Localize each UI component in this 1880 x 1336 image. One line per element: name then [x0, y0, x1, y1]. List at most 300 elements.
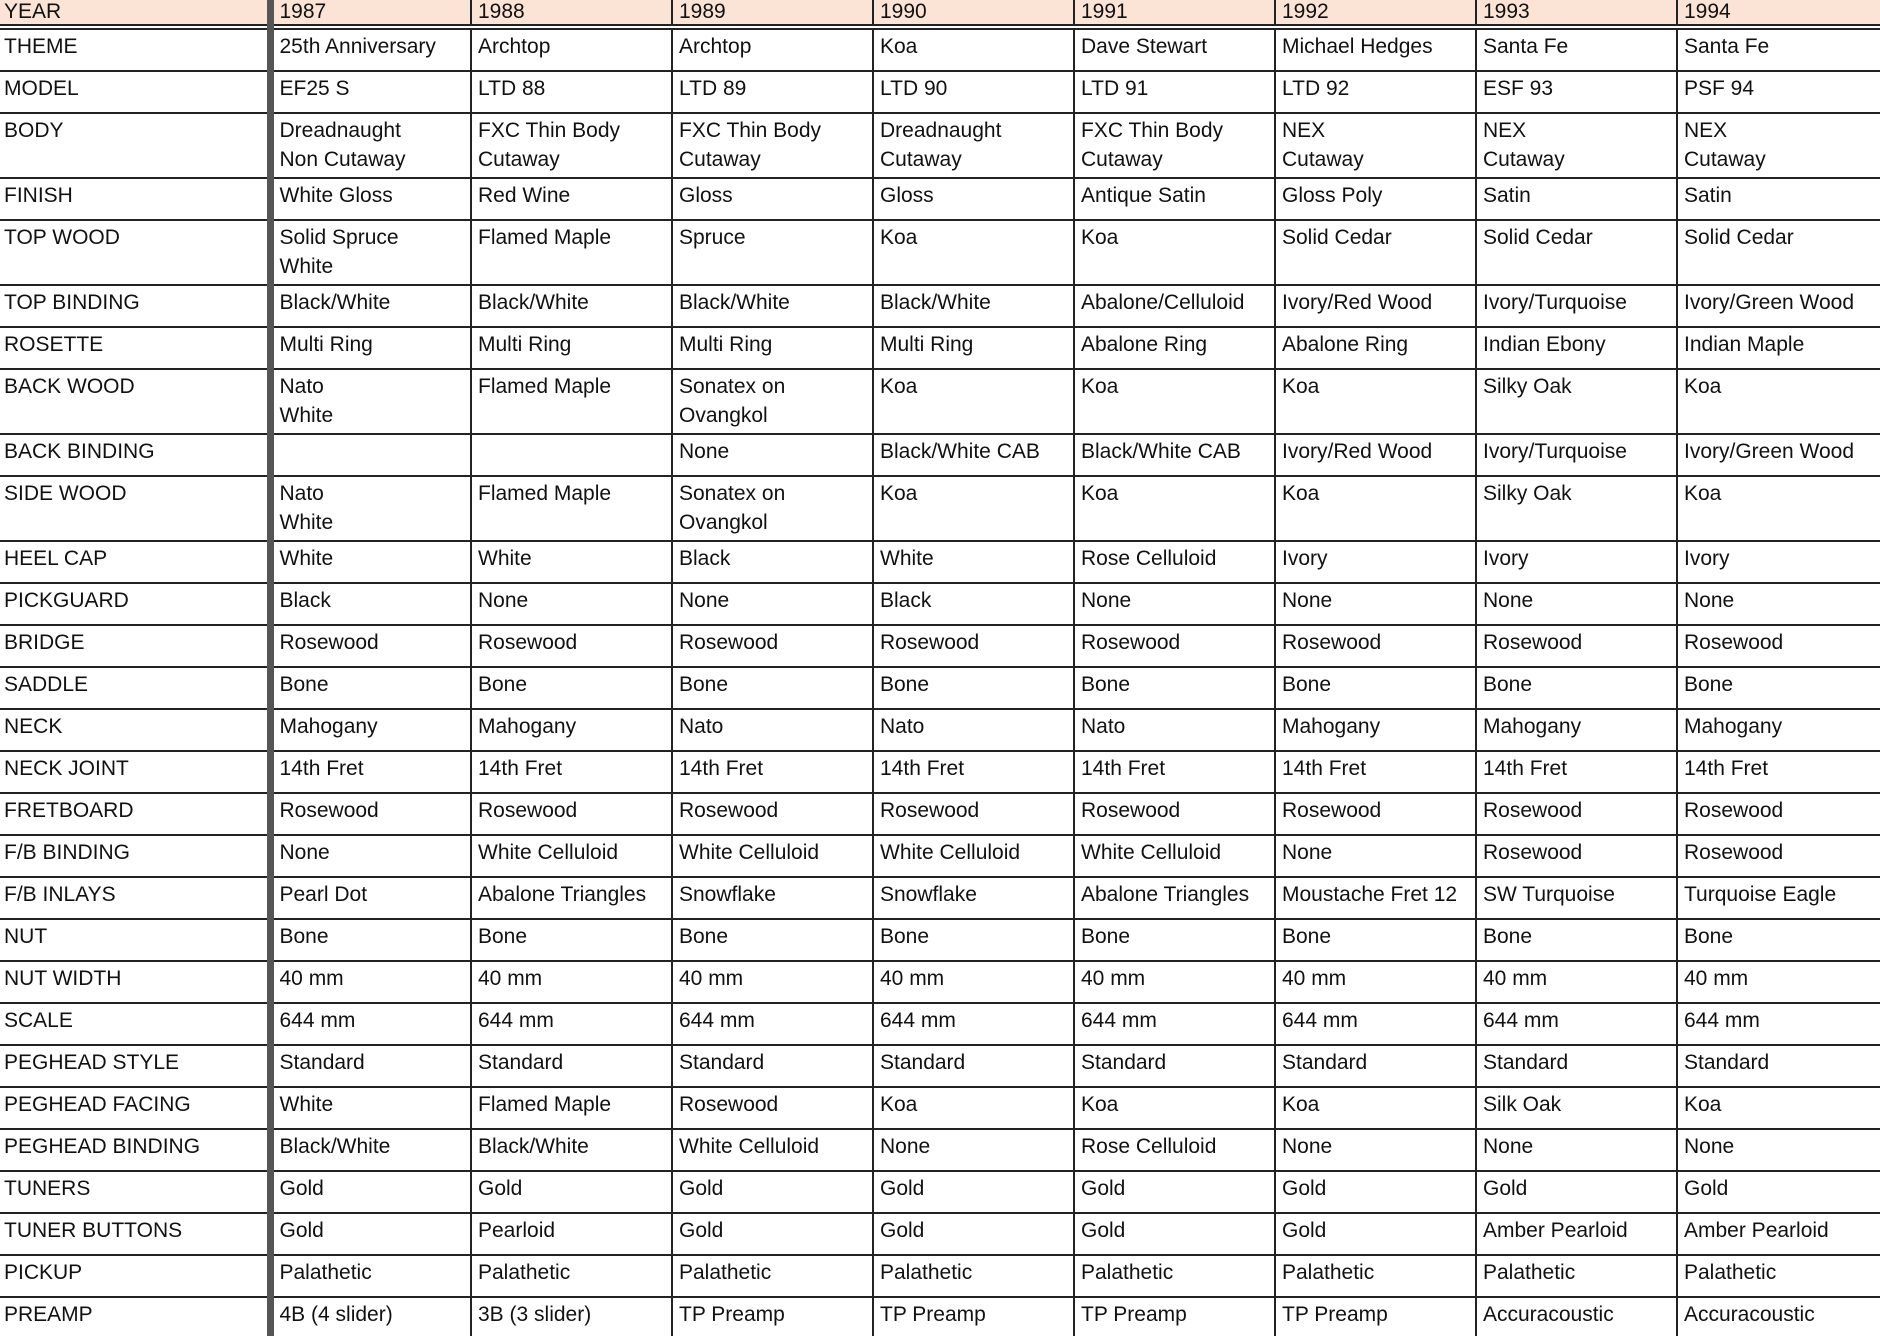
table-cell: [471, 476, 672, 541]
cell-text: Nato: [279, 482, 324, 505]
cell-text: Standard: [1081, 1051, 1167, 1074]
table-cell: [873, 1129, 1074, 1171]
cell-text: Gold: [1684, 1177, 1729, 1200]
cell-text: None: [1282, 589, 1333, 612]
row-label: TOP BINDING: [0, 285, 270, 327]
cell-text: Rosewood: [478, 799, 578, 822]
table-cell: [1275, 625, 1476, 667]
table-cell: [1476, 285, 1677, 327]
table-cell: [270, 369, 471, 434]
table-cell: [1074, 961, 1275, 1003]
cell-text: Gold: [478, 1177, 523, 1200]
table-cell: [471, 835, 672, 877]
row-label: PEGHEAD BINDING: [0, 1129, 270, 1171]
table-cell: [471, 1045, 672, 1087]
table-cell: [1275, 1255, 1476, 1297]
table-cell: [270, 1045, 471, 1087]
cell-text: Multi Ring: [679, 333, 773, 356]
table-cell: [1074, 1003, 1275, 1045]
table-cell: [1677, 835, 1880, 877]
row-label: NUT: [0, 919, 270, 961]
cell-text: White: [880, 547, 934, 570]
row-label: HEEL CAP: [0, 541, 270, 583]
table-cell: [1074, 71, 1275, 113]
table-cell: [471, 327, 672, 369]
cell-text: Nato: [880, 715, 925, 738]
cell-text: White: [279, 255, 334, 278]
table-cell: [1677, 1003, 1880, 1045]
cell-text: Palathetic: [279, 1261, 372, 1284]
cell-text: 40 mm: [478, 967, 543, 990]
table-cell: [1275, 369, 1476, 434]
cell-text: Gloss: [679, 184, 733, 207]
cell-text: Multi Ring: [279, 333, 373, 356]
table-cell: [1677, 961, 1880, 1003]
cell-text: White Celluloid: [880, 841, 1021, 864]
table-cell: [1476, 667, 1677, 709]
table-cell: [270, 113, 471, 178]
cell-text: Ivory/Turquoise: [1483, 291, 1627, 314]
cell-text: Sonatex on: [679, 482, 786, 505]
table-cell: [471, 961, 672, 1003]
cell-text: Rosewood: [880, 799, 980, 822]
cell-text: Santa Fe: [1483, 35, 1569, 58]
cell-text: 40 mm: [279, 967, 344, 990]
table-cell: [270, 709, 471, 751]
cell-text: None: [1483, 589, 1534, 612]
table-cell: [873, 877, 1074, 919]
row-label: BACK BINDING: [0, 434, 270, 476]
table-cell: [1275, 113, 1476, 178]
table-cell: [1476, 27, 1677, 71]
table-cell: [1677, 625, 1880, 667]
table-cell: [1275, 919, 1476, 961]
table-cell: [1074, 1087, 1275, 1129]
cell-text: Bone: [1081, 925, 1131, 948]
table-row: [0, 434, 1880, 476]
cell-text: Black: [679, 547, 731, 570]
cell-text: Gloss Poly: [1282, 184, 1383, 207]
table-cell: [1275, 751, 1476, 793]
cell-text: Solid Cedar: [1282, 226, 1392, 249]
table-cell: [1677, 709, 1880, 751]
table-cell: [672, 113, 873, 178]
cell-text: 40 mm: [1684, 967, 1749, 990]
table-cell: [1677, 751, 1880, 793]
table-cell: [471, 751, 672, 793]
table-cell: [270, 476, 471, 541]
cell-text: Ivory: [1282, 547, 1328, 570]
cell-text: NEX: [1282, 119, 1326, 142]
table-cell: [1476, 113, 1677, 178]
cell-text: Bone: [1483, 673, 1533, 696]
table-cell: [1476, 793, 1677, 835]
header-label-year: YEAR: [0, 0, 270, 27]
cell-text: Accuracoustic: [1684, 1303, 1815, 1326]
header-year-cell: 1990: [873, 0, 1074, 27]
cell-text: Antique Satin: [1081, 184, 1206, 207]
cell-text: White: [478, 547, 532, 570]
table-cell: [270, 327, 471, 369]
cell-text: Rosewood: [1483, 799, 1583, 822]
cell-text: Koa: [1282, 375, 1320, 398]
cell-text: Abalone Ring: [1081, 333, 1208, 356]
table-cell: [1275, 709, 1476, 751]
cell-text: Ivory/Green Wood: [1684, 440, 1855, 463]
header-year-cell: 1991: [1074, 0, 1275, 27]
cell-text: White Celluloid: [679, 1135, 820, 1158]
table-cell: [1074, 434, 1275, 476]
table-row: [0, 625, 1880, 667]
table-cell: [672, 709, 873, 751]
table-cell: [873, 369, 1074, 434]
cell-text: Standard: [279, 1051, 365, 1074]
table-cell: [873, 961, 1074, 1003]
table-cell: [1677, 369, 1880, 434]
table-row: [0, 1297, 1880, 1336]
table-cell: [1677, 113, 1880, 178]
table-cell: [1275, 1045, 1476, 1087]
cell-text: Silky Oak: [1483, 482, 1572, 505]
table-cell: [1476, 961, 1677, 1003]
cell-text: Koa: [880, 226, 918, 249]
table-cell: [1074, 1213, 1275, 1255]
cell-text: Rosewood: [1483, 841, 1583, 864]
row-label: THEME: [0, 27, 270, 71]
table-cell: [471, 1297, 672, 1336]
table-cell: [270, 835, 471, 877]
cell-text: Mahogany: [478, 715, 577, 738]
row-label: SIDE WOOD: [0, 476, 270, 541]
table-cell: [471, 71, 672, 113]
cell-text: Cutaway: [1684, 148, 1766, 171]
cell-text: Amber Pearloid: [1483, 1219, 1628, 1242]
cell-text: Rosewood: [1684, 631, 1784, 654]
table-cell: [471, 1171, 672, 1213]
table-row: [0, 220, 1880, 285]
table-cell: [1275, 1087, 1476, 1129]
table-cell: [873, 1255, 1074, 1297]
table-cell: [1074, 1045, 1275, 1087]
table-cell: [1275, 583, 1476, 625]
table-cell: [270, 583, 471, 625]
row-label: TUNERS: [0, 1171, 270, 1213]
table-cell: [1677, 583, 1880, 625]
header-year-cell: 1987: [270, 0, 471, 27]
cell-text: Dreadnaught: [880, 119, 1002, 142]
table-cell: [1677, 1171, 1880, 1213]
cell-text: Black/White: [279, 291, 391, 314]
cell-text: 40 mm: [1282, 967, 1347, 990]
table-cell: [471, 1129, 672, 1171]
cell-text: Ivory/Red Wood: [1282, 291, 1433, 314]
cell-text: Satin: [1684, 184, 1732, 207]
cell-text: Gold: [880, 1177, 925, 1200]
table-cell: [270, 1087, 471, 1129]
table-cell: [270, 178, 471, 220]
table-cell: [1275, 793, 1476, 835]
table-cell: [1476, 1003, 1677, 1045]
table-cell: [1275, 1003, 1476, 1045]
cell-text: Standard: [679, 1051, 765, 1074]
cell-text: Flamed Maple: [478, 482, 612, 505]
table-cell: [1677, 919, 1880, 961]
cell-text: Abalone Triangles: [1081, 883, 1250, 906]
table-cell: [873, 476, 1074, 541]
cell-text: Cutaway: [1483, 148, 1565, 171]
row-label: FINISH: [0, 178, 270, 220]
table-cell: [1074, 1255, 1275, 1297]
table-cell: [270, 220, 471, 285]
cell-text: Black/White CAB: [1081, 440, 1241, 463]
header-year-cell: 1994: [1677, 0, 1880, 27]
table-cell: [672, 625, 873, 667]
cell-text: Michael Hedges: [1282, 35, 1433, 58]
table-cell: [1275, 476, 1476, 541]
table-cell: [1074, 1297, 1275, 1336]
cell-text: Cutaway: [679, 148, 761, 171]
table-cell: [873, 793, 1074, 835]
row-label: ROSETTE: [0, 327, 270, 369]
cell-text: Koa: [1684, 375, 1722, 398]
table-row: [0, 835, 1880, 877]
table-cell: [873, 178, 1074, 220]
cell-text: Rosewood: [1081, 799, 1181, 822]
table-cell: [873, 1171, 1074, 1213]
cell-text: Flamed Maple: [478, 375, 612, 398]
cell-text: 14th Fret: [1282, 757, 1367, 780]
cell-text: Black/White: [880, 291, 991, 314]
table-cell: [1275, 667, 1476, 709]
table-cell: [672, 327, 873, 369]
table-row: [0, 369, 1880, 434]
cell-text: Red Wine: [478, 184, 571, 207]
table-cell: [1677, 667, 1880, 709]
cell-text: Bone: [1282, 673, 1332, 696]
table-cell: [1275, 220, 1476, 285]
cell-text: Bone: [478, 673, 528, 696]
table-row: [0, 285, 1880, 327]
cell-text: Rosewood: [880, 631, 980, 654]
table-cell: [672, 1087, 873, 1129]
table-cell: [471, 1087, 672, 1129]
table-row: [0, 1171, 1880, 1213]
cell-text: Rosewood: [1282, 631, 1382, 654]
table-cell: [270, 1003, 471, 1045]
cell-text: Palathetic: [880, 1261, 973, 1284]
cell-text: FXC Thin Body: [679, 119, 822, 142]
cell-text: Ivory/Red Wood: [1282, 440, 1433, 463]
header-year-cell: 1988: [471, 0, 672, 27]
table-cell: [1275, 541, 1476, 583]
table-cell: [270, 1129, 471, 1171]
cell-text: None: [1684, 1135, 1735, 1158]
table-cell: [873, 71, 1074, 113]
table-cell: [1275, 877, 1476, 919]
cell-text: Ivory: [1483, 547, 1529, 570]
cell-text: 40 mm: [1483, 967, 1548, 990]
table-row: [0, 667, 1880, 709]
table-row: [0, 1255, 1880, 1297]
cell-text: Palathetic: [1483, 1261, 1576, 1284]
cell-text: None: [279, 841, 330, 864]
cell-text: Rosewood: [1684, 799, 1784, 822]
cell-text: Black: [880, 589, 932, 612]
row-label: BODY: [0, 113, 270, 178]
table-cell: [1074, 476, 1275, 541]
cell-text: Non Cutaway: [279, 148, 406, 171]
cell-text: Rose Celluloid: [1081, 547, 1217, 570]
cell-text: 644 mm: [279, 1009, 356, 1032]
table-cell: [471, 877, 672, 919]
cell-text: 14th Fret: [478, 757, 563, 780]
table-cell: [672, 27, 873, 71]
table-cell: [672, 961, 873, 1003]
cell-text: 14th Fret: [1081, 757, 1166, 780]
table-cell: [1677, 27, 1880, 71]
row-label: MODEL: [0, 71, 270, 113]
cell-text: Black/White: [478, 1135, 589, 1158]
table-cell: [270, 434, 471, 476]
cell-text: SW Turquoise: [1483, 883, 1615, 906]
cell-text: NEX: [1684, 119, 1728, 142]
row-label: PEGHEAD STYLE: [0, 1045, 270, 1087]
cell-text: TP Preamp: [880, 1303, 986, 1326]
table-cell: [1074, 667, 1275, 709]
cell-text: Archtop: [679, 35, 752, 58]
table-cell: [873, 113, 1074, 178]
cell-text: Spruce: [679, 226, 746, 249]
table-cell: [1677, 541, 1880, 583]
cell-text: Indian Ebony: [1483, 333, 1606, 356]
cell-text: Bone: [1684, 925, 1734, 948]
cell-text: Moustache Fret 12: [1282, 883, 1458, 906]
cell-text: Solid Cedar: [1684, 226, 1794, 249]
table-cell: [471, 793, 672, 835]
table-cell: [270, 1297, 471, 1336]
header-year-cell: 1989: [672, 0, 873, 27]
table-cell: [270, 541, 471, 583]
cell-text: 644 mm: [1483, 1009, 1559, 1032]
cell-text: Koa: [1684, 1093, 1722, 1116]
cell-text: White Gloss: [279, 184, 393, 207]
table-row: [0, 113, 1880, 178]
cell-text: Rosewood: [478, 631, 578, 654]
cell-text: None: [1684, 589, 1735, 612]
cell-text: Gold: [1282, 1219, 1327, 1242]
cell-text: Black: [279, 589, 331, 612]
cell-text: Turquoise Eagle: [1684, 883, 1837, 906]
table-cell: [1074, 178, 1275, 220]
table-cell: [873, 434, 1074, 476]
row-label: NECK JOINT: [0, 751, 270, 793]
cell-text: Ovangkol: [679, 511, 768, 534]
table-row: [0, 877, 1880, 919]
cell-text: None: [679, 440, 730, 463]
cell-text: Accuracoustic: [1483, 1303, 1614, 1326]
table-row: [0, 793, 1880, 835]
cell-text: Mahogany: [279, 715, 378, 738]
table-cell: [1074, 1171, 1275, 1213]
cell-text: Satin: [1483, 184, 1531, 207]
cell-text: Palathetic: [1684, 1261, 1777, 1284]
table-cell: [270, 793, 471, 835]
table-cell: [270, 71, 471, 113]
table-cell: [1074, 583, 1275, 625]
cell-text: Rosewood: [279, 631, 379, 654]
cell-text: Palathetic: [1282, 1261, 1375, 1284]
table-cell: [1677, 1045, 1880, 1087]
cell-text: Ovangkol: [679, 404, 768, 427]
table-cell: [1677, 1129, 1880, 1171]
table-cell: [471, 285, 672, 327]
cell-text: White Celluloid: [1081, 841, 1222, 864]
cell-text: Koa: [1282, 482, 1320, 505]
table-cell: [471, 625, 672, 667]
row-label: SCALE: [0, 1003, 270, 1045]
table-cell: [873, 1087, 1074, 1129]
cell-text: Silk Oak: [1483, 1093, 1562, 1116]
cell-text: Bone: [1282, 925, 1332, 948]
table-cell: [1275, 434, 1476, 476]
table-cell: [873, 625, 1074, 667]
cell-text: Mahogany: [1483, 715, 1582, 738]
cell-text: TP Preamp: [1282, 1303, 1388, 1326]
table-cell: [1476, 1087, 1677, 1129]
table-cell: [672, 583, 873, 625]
cell-text: Solid Cedar: [1483, 226, 1593, 249]
table-cell: [1074, 27, 1275, 71]
cell-text: FXC Thin Body: [1081, 119, 1224, 142]
row-label: NUT WIDTH: [0, 961, 270, 1003]
cell-text: FXC Thin Body: [478, 119, 621, 142]
cell-text: Gold: [679, 1177, 724, 1200]
table-cell: [672, 1129, 873, 1171]
cell-text: Mahogany: [1684, 715, 1783, 738]
cell-text: Bone: [279, 673, 329, 696]
table-cell: [1677, 327, 1880, 369]
cell-text: 14th Fret: [1684, 757, 1769, 780]
table-cell: [873, 709, 1074, 751]
table-cell: [471, 113, 672, 178]
table-cell: [270, 1255, 471, 1297]
table-cell: [672, 1297, 873, 1336]
table-cell: [471, 1213, 672, 1255]
table-cell: [672, 835, 873, 877]
table-cell: [471, 1003, 672, 1045]
table-row: [0, 541, 1880, 583]
cell-text: Ivory/Turquoise: [1483, 440, 1627, 463]
cell-text: Dave Stewart: [1081, 35, 1208, 58]
table-cell: [1476, 541, 1677, 583]
table-cell: [471, 369, 672, 434]
table-cell: [1074, 220, 1275, 285]
table-cell: [270, 877, 471, 919]
table-cell: [471, 178, 672, 220]
cell-text: Gold: [1081, 1177, 1126, 1200]
table-row: [0, 178, 1880, 220]
table-cell: [471, 434, 672, 476]
cell-text: Palathetic: [1081, 1261, 1174, 1284]
table-cell: [1476, 751, 1677, 793]
cell-text: Snowflake: [880, 883, 977, 906]
table-cell: [672, 877, 873, 919]
table-cell: [672, 1255, 873, 1297]
table-cell: [1476, 434, 1677, 476]
cell-text: White: [279, 547, 334, 570]
table-cell: [471, 541, 672, 583]
table-row: [0, 71, 1880, 113]
